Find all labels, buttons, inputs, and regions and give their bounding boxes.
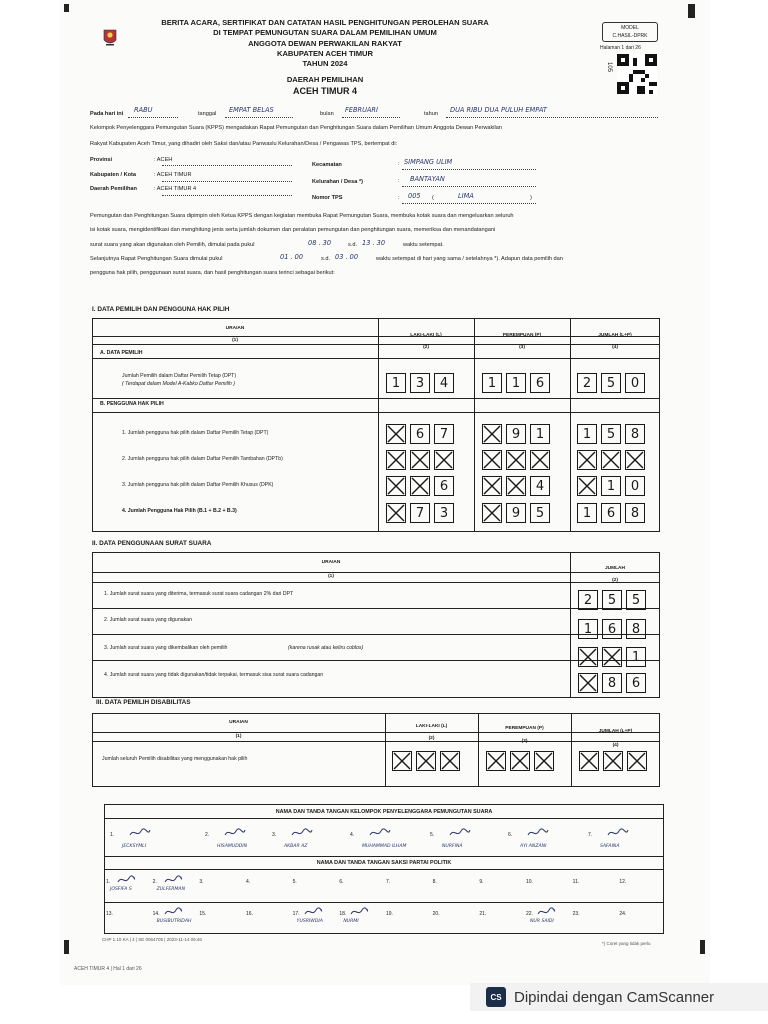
tanggal-label: tanggal (198, 111, 217, 117)
kpps-member-name: NURFINA (442, 844, 463, 849)
kpps-member-name: HISAMUDDIN (217, 844, 248, 849)
col-uraian: URAIAN (225, 326, 245, 331)
col-number: (1) (232, 338, 238, 343)
saksi-name: ZULFERMAN (156, 887, 186, 892)
kpps-member-name: MUHAMMAD ILHAM (362, 844, 407, 849)
row-a1-label: Jumlah Pemilih dalam Daftar Pemilih Tetap (DPT) (122, 373, 237, 379)
crossed-box (386, 424, 406, 444)
value-b2-col3 (482, 450, 550, 470)
kpps-signature-number: 4. (350, 832, 355, 838)
digit-box: 6 (530, 373, 550, 393)
crossed-box (416, 751, 436, 771)
start-time-2: 01 . 00 (280, 253, 304, 261)
saksi-name: BUSIBUTRIDAH (156, 919, 192, 924)
saksi-signature-number: 11. (572, 879, 580, 885)
digit-box: 6 (410, 424, 430, 444)
crossed-box (510, 751, 530, 771)
value-b4-col4 (577, 503, 645, 523)
crossed-box (482, 424, 502, 444)
dotted-line (225, 117, 293, 118)
crossed-box (482, 450, 502, 470)
col-number: (3) (519, 345, 525, 350)
digit-box: 4 (530, 476, 550, 496)
dotted-line (342, 117, 400, 118)
registration-mark (700, 940, 705, 954)
value-b4-col3 (482, 503, 550, 523)
dotted-line (162, 181, 292, 182)
digit-box: 1 (577, 424, 597, 444)
saksi-signature-number: 16. (246, 911, 253, 917)
side-number: 105 (606, 61, 613, 73)
saksi-signature-number: 19. (386, 911, 393, 917)
opening-paragraph-line-2: Rakyat Kabupaten Aceh Timur, yang dihadiri oleh Saksi dan/atau Panwaslu Kelurahan/Desa / Pengawas TPS, bertempat di: (90, 141, 398, 147)
s2-row-4-label: 4. Jumlah surat suara yang tidak digunakan/tidak terpakai, termasuk sisa surat suara cadangan (104, 672, 324, 678)
saksi-signature-number: 15. (199, 911, 207, 917)
saksi-signature-number: 13. (106, 911, 113, 917)
kpps-member-name: AKBAR AZ (284, 844, 308, 849)
value-a1-col4 (577, 373, 645, 393)
saksi-signature-number: 10. (526, 879, 533, 885)
kelurahan-value: BANTAYAN (410, 175, 445, 183)
value-b1-col2 (386, 424, 454, 444)
signature-scribble-icon (290, 826, 316, 844)
dotted-line (402, 186, 536, 187)
col-number: (4) (612, 345, 618, 350)
value-b2-col4 (577, 450, 645, 470)
crossed-box (410, 450, 430, 470)
col-number: (3) (521, 739, 528, 744)
digit-box: 6 (601, 503, 621, 523)
dapil-field-label: Daerah Pemilihan (90, 186, 137, 192)
value-b3-col4 (577, 476, 645, 496)
sd-label: s.d. (321, 256, 331, 262)
section-1-title: I. DATA PEMILIH DAN PENGGUNA HAK PILIH (92, 306, 230, 313)
row-a1-note: ( Terdapat dalam Model A-Kabko Daftar Pemilih ) (122, 381, 235, 387)
registration-mark (688, 4, 695, 18)
tahun-value: DUA RIBU DUA PULUH EMPAT (450, 106, 547, 114)
crossed-box (386, 503, 406, 523)
narrative-line-1: Pemungutan dan Penghitungan Suara dipimpin oleh Ketua KPPS dengan kegiatan membuka Rapat Pemungutan Suara, membuka kotak suara dan mengeluarkan seluruh (90, 213, 514, 219)
registration-mark (64, 940, 69, 954)
kpps-signature-number: 3. (272, 832, 277, 838)
s3-value-col4 (579, 751, 647, 771)
crossed-box (440, 751, 460, 771)
crossed-box (434, 450, 454, 470)
saksi-signature-number: 14. (152, 911, 160, 917)
header-line-1: BERITA ACARA, SERTIFIKAT DAN CATATAN HASIL PENGHITUNGAN PEROLEHAN SUARA (161, 18, 489, 27)
kpps-signature-number: 1. (110, 832, 115, 838)
saksi-signature-number: 18. (339, 911, 347, 917)
s2-row-3-note: (karena rusak atau keliru coblos) (288, 645, 364, 651)
camscanner-watermark (470, 983, 768, 1011)
saksi-signature-number: 7. (386, 879, 391, 885)
dapil-label: DAERAH PEMILIHAN (286, 75, 364, 85)
saksi-signature-number: 4. (246, 879, 251, 885)
crossed-box (386, 450, 406, 470)
col-number: (4) (612, 743, 619, 748)
saksi-signature-number: 23. (572, 911, 580, 917)
signature-scribble-icon (448, 826, 474, 844)
digit-box: 1 (626, 647, 646, 667)
value-b3-col2 (386, 476, 454, 496)
registration-mark (64, 4, 69, 12)
dotted-line (402, 203, 536, 204)
crossed-box (578, 647, 598, 667)
waktu-setempat-1: waktu setempat. (403, 242, 444, 248)
signature-scribble-icon (128, 826, 154, 844)
s2-value-row-1 (578, 590, 646, 610)
row-b4-label: 4. Jumlah Pengguna Hak Pilih (B.1 + B.2 + B.3) (122, 508, 237, 514)
value-b1-col4 (577, 424, 645, 444)
crossed-box (577, 450, 597, 470)
header-line-5: TAHUN 2024 (302, 59, 348, 69)
tanggal-value: EMPAT BELAS (229, 106, 274, 114)
s2-row-3-label: 3. Jumlah surat suara yang dikembalikan oleh pemilih (104, 645, 228, 651)
crossed-box (625, 450, 645, 470)
digit-box: 9 (506, 424, 526, 444)
row-b2-label: 2. Jumlah pengguna hak pilih dalam Daftar Pemilih Tambahan (DPTb) (122, 456, 283, 462)
saksi-signature-number: 22. (526, 911, 533, 917)
col-jumlah: JUMLAH (L+P) (598, 729, 633, 734)
digit-box: 6 (602, 619, 622, 639)
digit-box: 7 (434, 424, 454, 444)
digit-box: 1 (530, 424, 550, 444)
col-laki-laki: LAKI-LAKI (L) (410, 333, 442, 338)
signature-scribble-icon (368, 826, 394, 844)
saksi-signature-number: 8. (432, 879, 437, 885)
digit-box: 5 (602, 590, 622, 610)
digit-box: 8 (625, 503, 645, 523)
col-perempuan: PEREMPUAN (P) (502, 333, 542, 338)
waktu-setempat-2: waktu setempat di hari yang sama / setelahnya *). Adapun data pemilih dan (376, 256, 563, 262)
bulan-value: FEBRUARI (345, 106, 378, 114)
tps-label: Nomor TPS (312, 195, 343, 201)
section-3-title: III. DATA PEMILIH DISABILITAS (96, 699, 191, 706)
qr-code-icon (617, 54, 657, 94)
narrative-line-5: pengguna hak pilih, penggunaan surat suara, dan hasil penghitungan suara terinci sebagai berikut: (90, 270, 335, 276)
start-time-1: 08 . 30 (308, 239, 332, 247)
crossed-box (601, 450, 621, 470)
col-jumlah: JUMLAH (L+P) (598, 333, 632, 338)
crossed-box (410, 476, 430, 496)
model-label: MODEL (621, 25, 639, 31)
end-time-1: 13 . 30 (362, 239, 386, 247)
kabkota-label: Kabupaten / Kota (90, 172, 136, 178)
digit-box: 1 (578, 619, 598, 639)
crossed-box (506, 450, 526, 470)
value-b4-col2 (386, 503, 454, 523)
section-1-table (92, 318, 660, 532)
s2-value-row-2 (578, 619, 646, 639)
digit-box: 6 (434, 476, 454, 496)
kpps-signature-title: NAMA DAN TANDA TANGAN KELOMPOK PENYELENGGARA PEMUNGUTAN SUARA (275, 809, 493, 815)
s2-value-row-4 (578, 673, 646, 693)
saksi-name: NUR SAIDI (530, 919, 554, 924)
digit-box: 0 (625, 476, 645, 496)
digit-box: 2 (578, 590, 598, 610)
value-a1-col3 (482, 373, 550, 393)
saksi-signature-number: 17. (292, 911, 300, 917)
opening-paragraph-line-1: Kelompok Penyelenggara Pemungutan Suara (KPPS) mengadakan Rapat Pemungutan dan Penghitungan Suara dalam Pemilihan Umum Anggota Dewan Perwakilan (90, 125, 503, 131)
s3-value-col2 (392, 751, 460, 771)
bulan-label: bulan (320, 111, 334, 117)
provinsi-value: : ACEH (154, 157, 173, 163)
saksi-signature-number: 21. (479, 911, 487, 917)
crossed-box (392, 751, 412, 771)
section-2-title: II. DATA PENGGUNAAN SURAT SUARA (92, 540, 212, 547)
digit-box: 5 (601, 373, 621, 393)
digit-box: 3 (434, 503, 454, 523)
value-a1-col2 (386, 373, 454, 393)
kpps-signature-number: 6. (508, 832, 513, 838)
value-b3-col3 (482, 476, 550, 496)
header-line-2: DI TEMPAT PEMUNGUTAN SUARA DALAM PEMILIHAN UMUM (213, 28, 437, 38)
crossed-box (577, 476, 597, 496)
digit-box: 8 (625, 424, 645, 444)
header-line-4: KABUPATEN ACEH TIMUR (276, 48, 374, 58)
tahun-label: tahun (424, 111, 438, 117)
kpps-signature-number: 5. (430, 832, 435, 838)
row-b3-label: 3. Jumlah pengguna hak pilih dalam Daftar Pemilih Khusus (DPK) (122, 482, 274, 488)
crossed-box (579, 751, 599, 771)
saksi-signature-number: 5. (292, 879, 297, 885)
hari-value: RABU (134, 106, 153, 114)
dapil-name: ACEH TIMUR 4 (292, 85, 357, 96)
col-uraian: URAIAN (321, 560, 341, 565)
col-number: (2) (428, 736, 435, 741)
signature-scribble-icon (526, 826, 552, 844)
saksi-signature-number: 3. (199, 879, 204, 885)
section-b-title: B. PENGGUNA HAK PILIH (100, 401, 164, 407)
kpps-member-name: AYI ANZANI (520, 844, 547, 849)
signature-scribble-icon (606, 826, 632, 844)
page-count: Halaman 1 dari 26 (600, 45, 641, 51)
saksi-signature-number: 1. (106, 879, 111, 885)
kecamatan-label: Kecamatan (312, 162, 342, 168)
crossed-box (603, 751, 623, 771)
kabkota-value: : ACEH TIMUR (154, 172, 192, 178)
end-time-2: 03 . 00 (335, 253, 359, 261)
crossed-box (482, 476, 502, 496)
saksi-signature-number: 12. (619, 879, 627, 885)
digit-box: 8 (602, 673, 622, 693)
digit-box: 2 (577, 373, 597, 393)
model-badge (602, 22, 658, 42)
saksi-signature-number: 6. (339, 879, 344, 885)
pada-hari-ini-label: Pada hari ini (90, 111, 124, 117)
dotted-line (162, 165, 292, 166)
crossed-box (506, 476, 526, 496)
crossed-box (602, 647, 622, 667)
provinsi-label: Provinsi (90, 157, 113, 163)
crossed-box (386, 476, 406, 496)
s2-value-row-3 (578, 647, 646, 667)
kelurahan-label: Kelurahan / Desa *) (312, 179, 363, 185)
dotted-line (402, 169, 536, 170)
col-perempuan: PEREMPUAN (P) (505, 726, 544, 731)
sd-label: s.d. (348, 242, 358, 248)
signature-scribble-icon (223, 826, 249, 844)
col-laki-laki: LAKI-LAKI (L) (415, 724, 448, 729)
digit-box: 1 (506, 373, 526, 393)
dotted-line (128, 117, 178, 118)
kpps-signature-number: 7. (588, 832, 593, 838)
kpps-member-name: SAFAINA (600, 844, 620, 849)
crossed-box (482, 503, 502, 523)
kecamatan-value: SIMPANG ULIM (404, 158, 453, 166)
crossed-box (627, 751, 647, 771)
digit-box: 6 (626, 673, 646, 693)
s2-row-1-label: 1. Jumlah surat suara yang diterima, termasuk surat suara cadangan 2% dari DPT (104, 591, 294, 597)
s3-row-1-label: Jumlah seluruh Pemilih disabilitas yang menggunakan hak pilih (102, 756, 248, 762)
narrative-line-4: Selanjutnya Rapat Penghitungan Suara dimulai pukul (90, 256, 223, 262)
camscanner-text: Dipindai dengan CamScanner (514, 988, 715, 1006)
col-jumlah: JUMLAH (605, 566, 625, 571)
saksi-signature-number: 20. (432, 911, 440, 917)
digit-box: 0 (625, 373, 645, 393)
camscanner-icon: CS (486, 987, 506, 1007)
col-number: (1) (328, 574, 334, 579)
value-b1-col3 (482, 424, 550, 444)
dotted-line (446, 117, 658, 118)
value-b2-col2 (386, 450, 454, 470)
document-header (100, 18, 550, 96)
digit-box: 1 (601, 476, 621, 496)
s3-value-col3 (486, 751, 554, 771)
saksi-name: NURMI (343, 919, 359, 924)
crossed-box (534, 751, 554, 771)
digit-box: 4 (434, 373, 454, 393)
digit-box: 5 (530, 503, 550, 523)
crossed-box (486, 751, 506, 771)
dapil-field-value: : ACEH TIMUR 4 (154, 186, 197, 192)
kpps-signature-number: 2. (205, 832, 210, 838)
saksi-name: JOSFIFA S (110, 887, 132, 892)
kpps-member-name: JECKSYMLI (122, 844, 147, 849)
digit-box: 1 (482, 373, 502, 393)
digit-box: 9 (506, 503, 526, 523)
model-code: C.HASIL-DPRK (612, 33, 648, 39)
saksi-signature-number: 9. (479, 879, 484, 885)
narrative-line-2: isi kotak suara, mengidentifikasi dan menghitung jenis serta jumlah dokumen dan peralatan pemungutan dan penghitungan suara, memeriksa dan menandatangani (90, 227, 496, 233)
digit-box: 8 (626, 619, 646, 639)
s2-row-2-label: 2. Jumlah surat suara yang digunakan (104, 617, 192, 623)
col-number: (1) (235, 734, 242, 739)
saksi-signature-title: NAMA DAN TANDA TANGAN SAKSI PARTAI POLITIK (316, 860, 452, 866)
tps-value: 005 (408, 192, 421, 200)
digit-box: 7 (410, 503, 430, 523)
col-number: (2) (612, 578, 618, 583)
saksi-signature-number: 24. (619, 911, 627, 917)
page-label: ACEH TIMUR 4 | Hal 1 dari 26 (74, 966, 142, 972)
digit-box: 5 (601, 424, 621, 444)
header-line-3: ANGGOTA DEWAN PERWAKILAN RAKYAT (248, 38, 402, 48)
crossed-box (530, 450, 550, 470)
row-b1-label: 1. Jumlah pengguna hak pilih dalam Daftar Pemilih Tetap (DPT) (122, 430, 269, 436)
col-uraian: URAIAN (229, 720, 248, 725)
tps-words-value: LIMA (458, 192, 474, 200)
digit-box: 1 (386, 373, 406, 393)
saksi-signature-number: 2. (152, 879, 157, 885)
section-a-title: A. DATA PEMILIH (100, 350, 143, 356)
digit-box: 1 (577, 503, 597, 523)
dotted-line (162, 195, 292, 196)
digit-box: 5 (626, 590, 646, 610)
form-code: CHP 1.10 KA | 4 | SE 0064705 | 2023-11-14 09:46 (102, 937, 202, 942)
saksi-name: YUSRIWDIA (296, 919, 323, 924)
footnote: *) Coret yang tidak perlu (602, 941, 651, 946)
digit-box: 3 (410, 373, 430, 393)
narrative-line-3: surat suara yang akan digunakan oleh Pemilih, dimulai pada pukul (90, 242, 255, 248)
col-number: (2) (423, 345, 429, 350)
crossed-box (578, 673, 598, 693)
